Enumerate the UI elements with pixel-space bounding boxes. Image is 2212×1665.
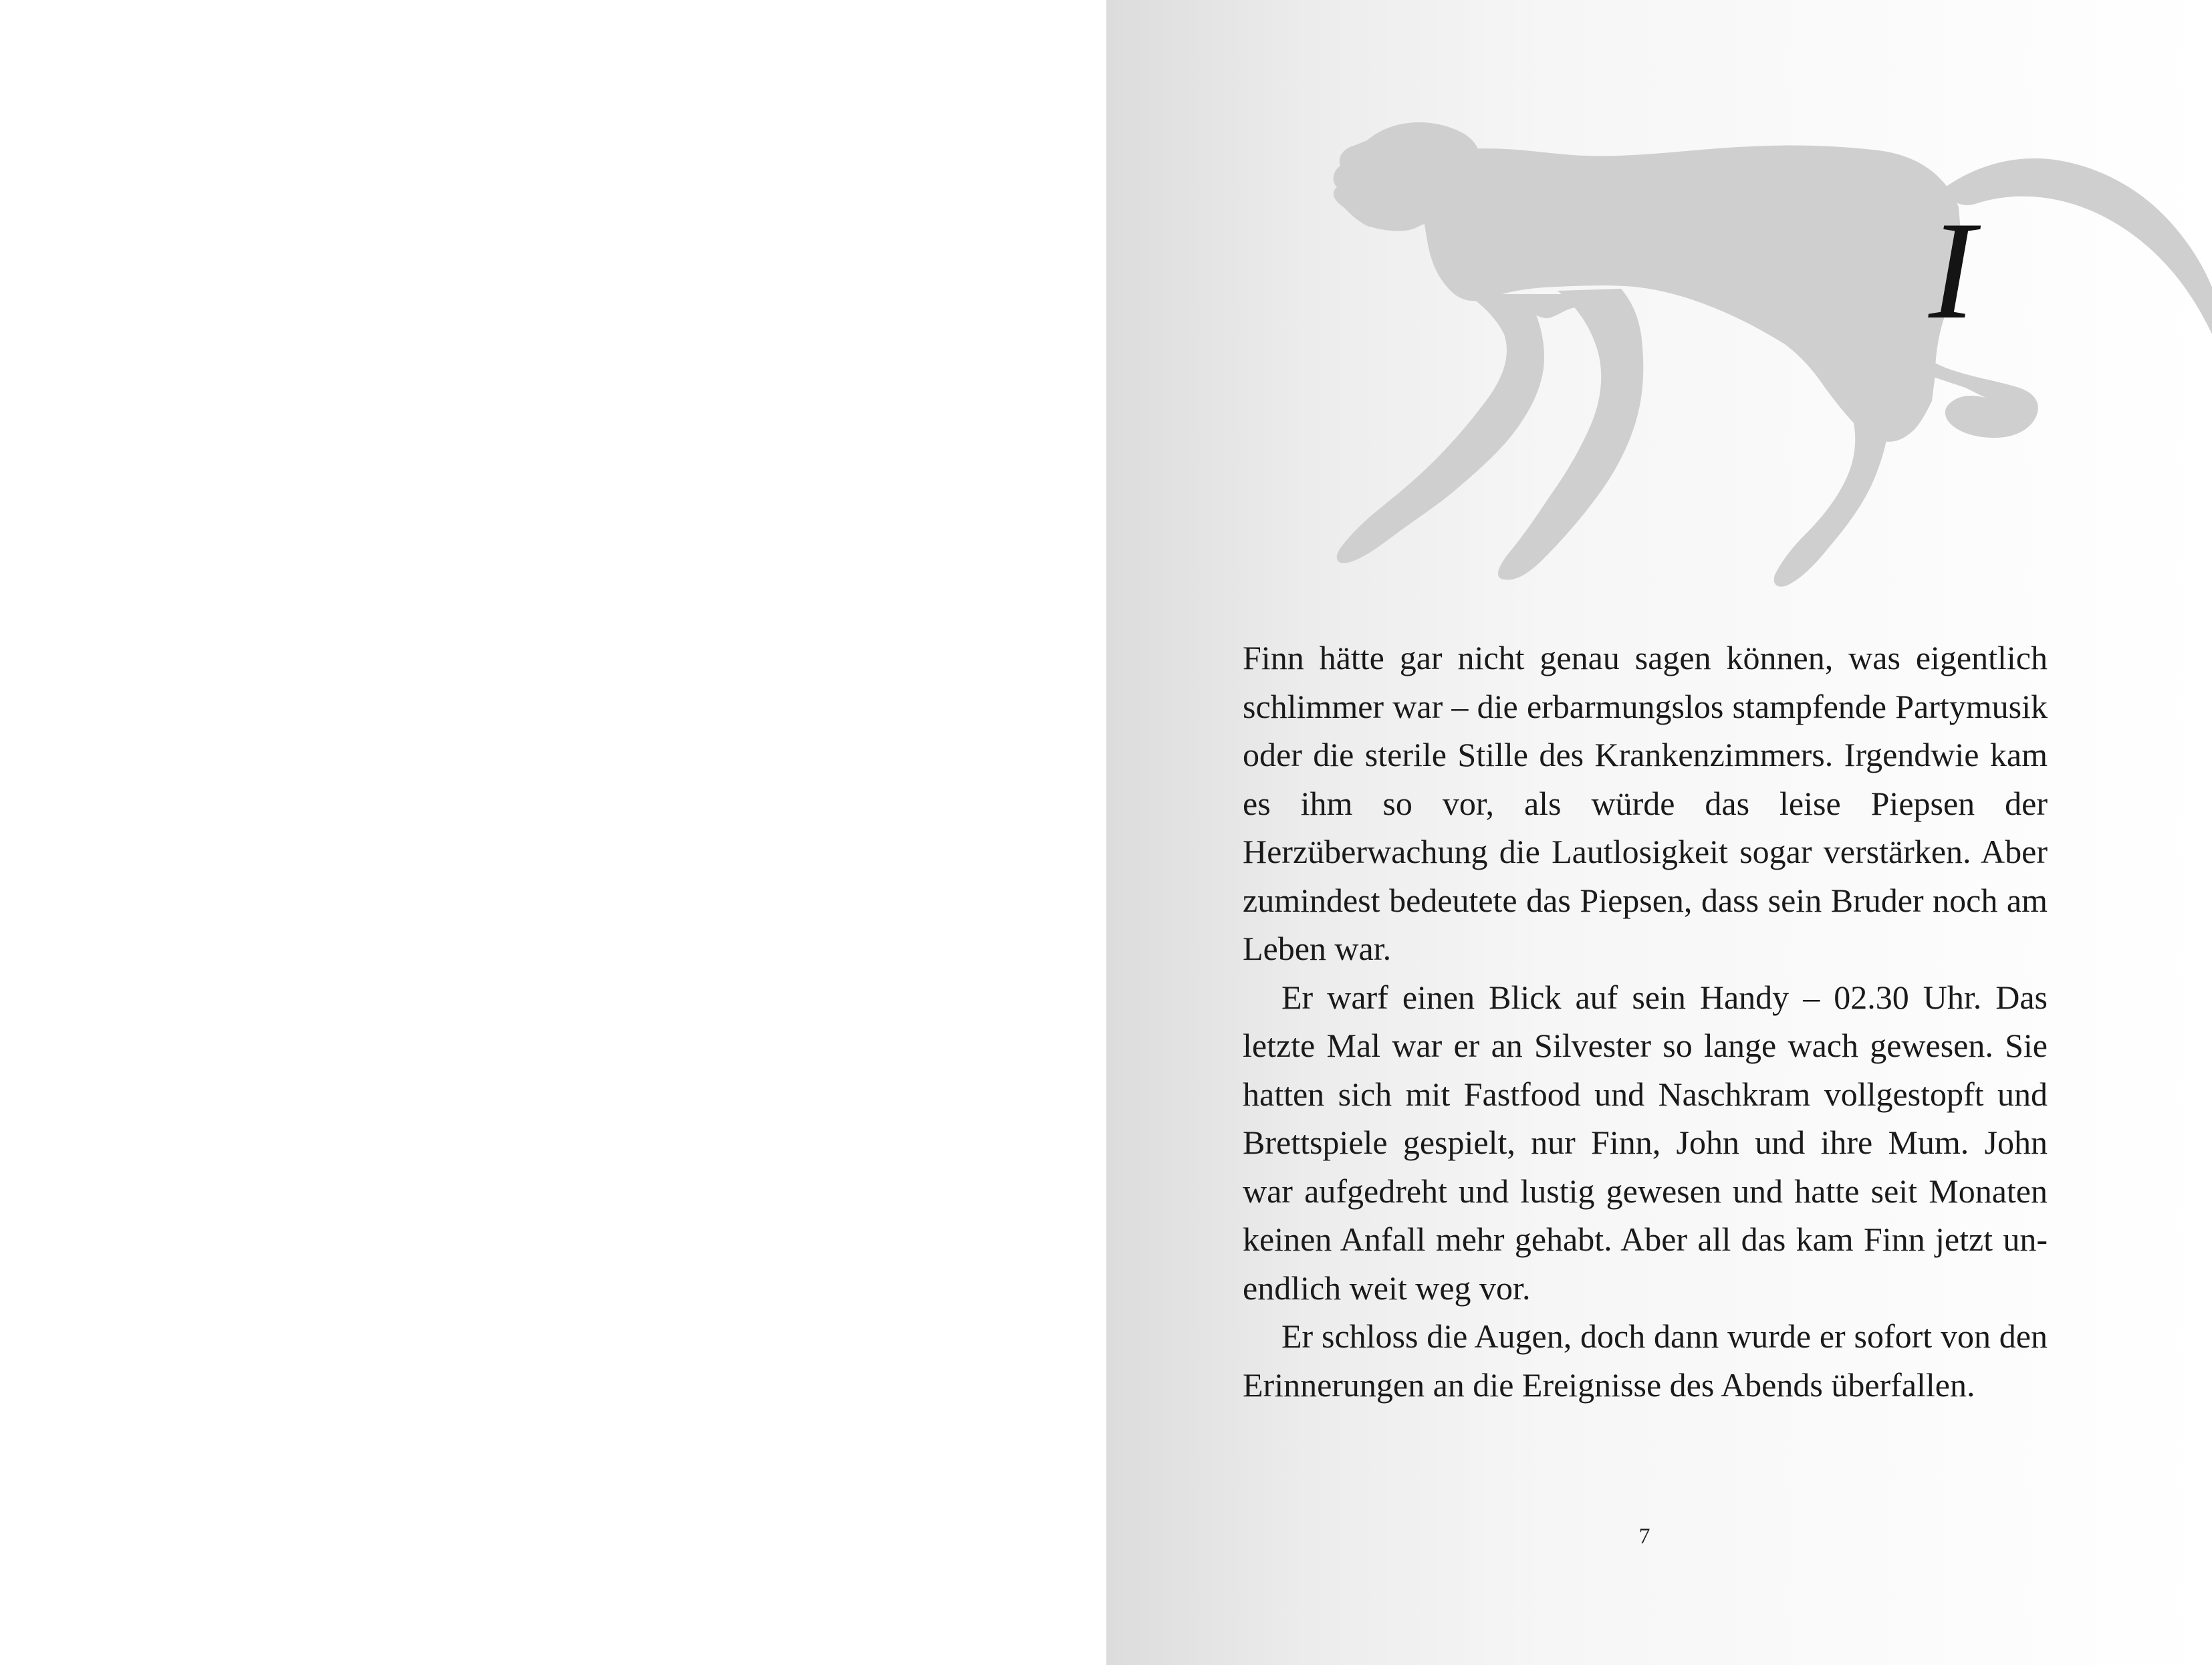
paragraph: Er warf einen Blick auf sein Handy – 02.30 Uhr. Das letzte Mal war er an Silvester so lange wach gewesen. Sie hatten sich mit Fastfood und Naschkram vollgestopft und Brettspiele gespielt, nur Finn, John und ihre Mum. John war aufgedreht und lustig gewesen und hatte seit Monaten keinen Anfall mehr gehabt. Aber all das kam Finn jetzt unendlich weit weg vor. xyxy=(1243,978,2048,1307)
chapter-number: I xyxy=(1929,193,1975,348)
chapter-text xyxy=(1243,634,2048,1409)
paragraph: Finn hätte gar nicht genau sagen können, was eigentlich schlimmer war – die erbarmungslos stampfende Partymusik oder die sterile Stille des Krankenzimmers. Irgendwie kam es ihm so vor, als würde das leise Piepsen der Herzüberwachung die Lautlosigkeit sogar verstärken. Aber zumindest bedeutete das Piepsen, dass sein Bruder noch am Leben war. xyxy=(1243,639,2048,967)
page-number: 7 xyxy=(1638,1524,1650,1549)
paragraph: Er schloss die Augen, doch dann wurde er sofort von den Erinnerungen an die Ereignisse des Abends überfallen. xyxy=(1243,1317,2048,1404)
